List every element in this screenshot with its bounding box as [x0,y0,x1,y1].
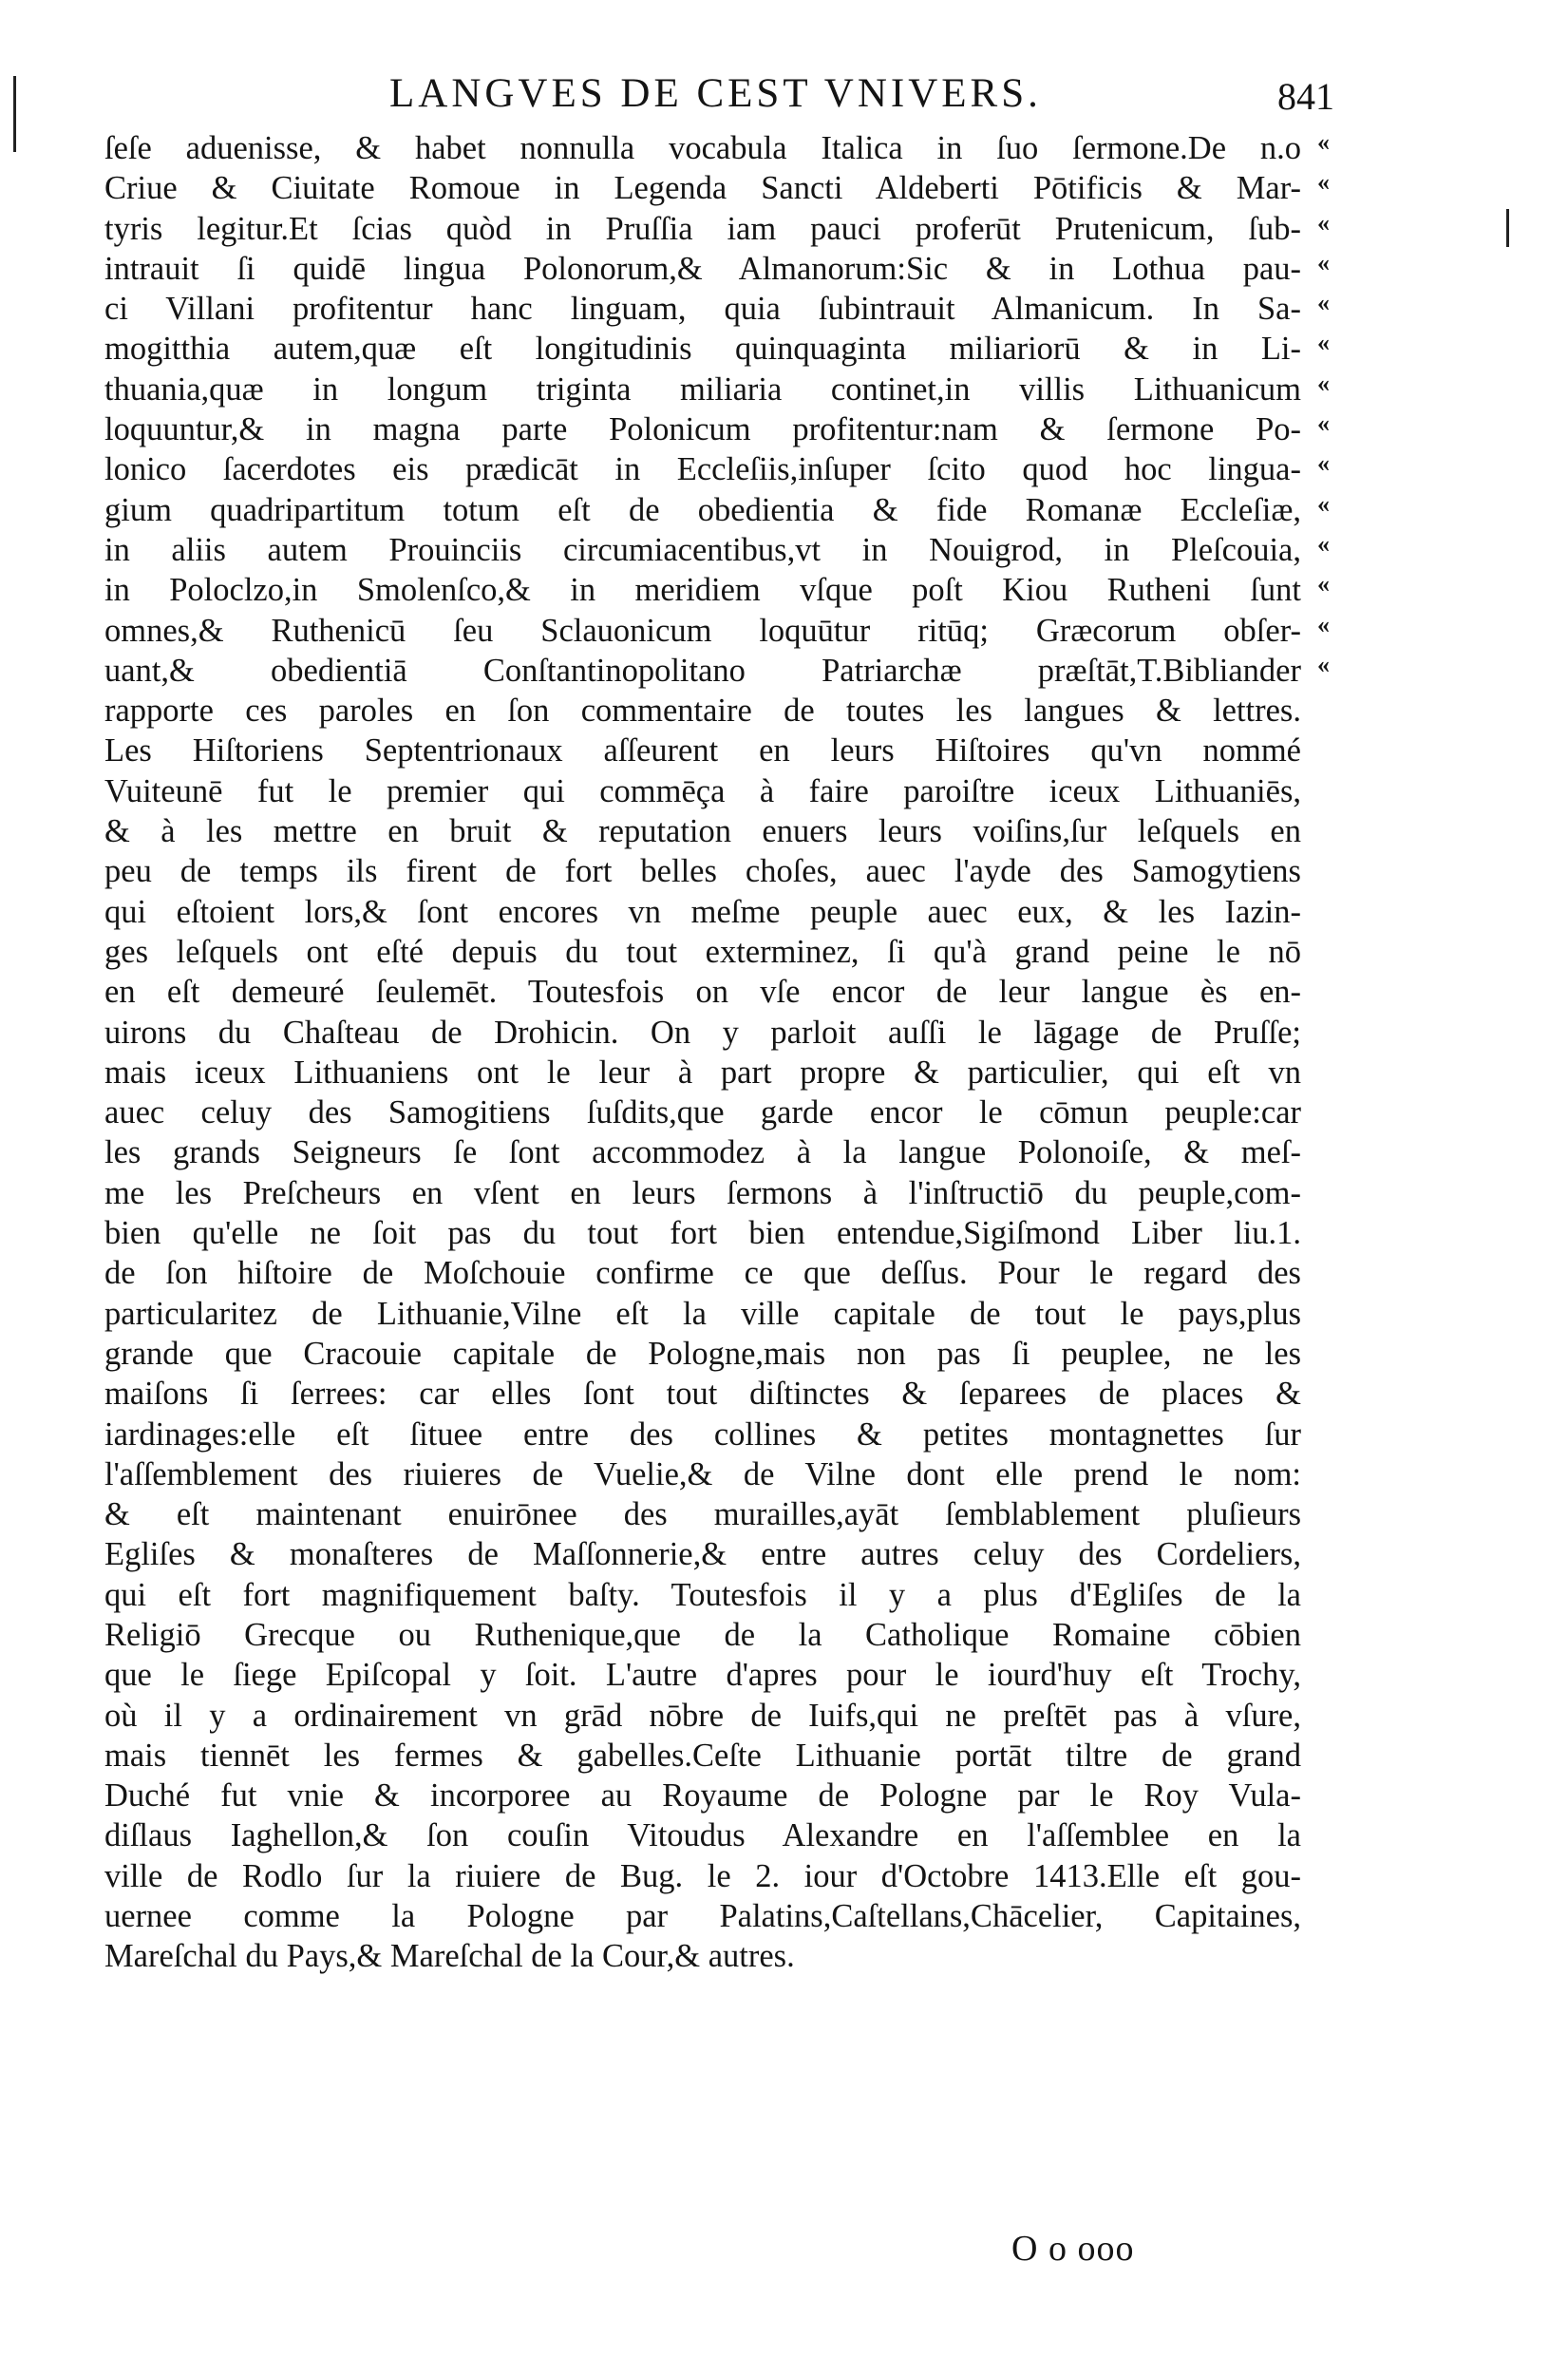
line-text: ſeſe aduenisse, & habet nonnulla vocabula Italica in ſuo ſermone.De n.o [104,130,1301,166]
line-text: qui eſtoient lors,& ſont encores vn meſme peuple auec eux, & les Iazin- [104,893,1301,930]
line-text: mais iceux Lithuaniens ont le leur à part propre & particulier, qui eſt vn [104,1054,1301,1091]
text-line [104,731,1301,770]
line-text: auec celuy des Samogitiens ſuſdits,que garde encor le cōmun peuple:car [104,1094,1301,1131]
text-line [104,529,1330,570]
line-text: uant,& obedientiā Conſtantinopolitano Patriarchæ præſtāt,T.Bibliander [104,652,1301,689]
quotation-mark: « [1317,529,1330,558]
line-text: rapporte ces paroles en ſon commentaire de toutes les langues & lettres. [104,693,1301,730]
text-line [104,811,1301,851]
text-line [104,329,1330,369]
text-line [104,1013,1301,1053]
text-line [104,1696,1301,1736]
quotation-mark: « [1317,449,1330,478]
line-text: mogitthia autem,quæ eſt longitudinis quinquaginta miliariorū & in Li- [104,331,1301,368]
text-line [104,1253,1301,1293]
page-number: 841 [1277,75,1334,118]
line-text: les grands Seigneurs ſe ſont accommodez à la langue Polonoiſe, & meſ- [104,1134,1301,1171]
text-line [104,1575,1301,1615]
line-text: & eſt maintenant enuirōnee des murailles,ayāt ſemblablement pluſieurs [104,1496,1301,1533]
quotation-mark: « [1317,650,1330,678]
line-text: gium quadripartitum totum eſt de obedientia & fide Romanæ Eccleſiæ, [104,491,1301,528]
running-title: LANGVES DE CEST VNIVERS. [389,71,1042,116]
line-text: grande que Cracouie capitale de Pologne,mais non pas ſi peuplee, ne les [104,1335,1301,1372]
quotation-mark: « [1317,570,1330,598]
quotation-mark: « [1317,168,1330,197]
text-line [104,1776,1301,1815]
text-line [104,1454,1301,1494]
text-line [104,610,1330,651]
text-line [104,1132,1301,1172]
text-line [104,1896,1301,1936]
text-line [104,1294,1301,1334]
text-line [104,248,1330,289]
line-text: Les Hiſtoriens Septentrionaux aſſeurent en leurs Hiſtoires qu'vn nommé [104,732,1301,770]
quotation-mark: « [1317,329,1330,357]
body-text [104,128,1330,1977]
stray-mark [1506,209,1509,247]
quotation-mark: « [1317,248,1330,276]
margin-rule [13,76,16,152]
text-line [104,771,1301,811]
catchword: O o ooo [1011,2229,1135,2269]
quotation-mark: « [1317,208,1330,237]
line-text: Vuiteunē fut le premier qui commēça à faire paroiſtre iceux Lithuaniēs, [104,772,1301,809]
text-line [104,1655,1301,1695]
text-line [104,289,1330,329]
text-line [104,650,1330,691]
text-line [104,932,1301,972]
text-line [104,369,1330,409]
text-line [104,449,1330,489]
line-text: tyris legitur.Et ſcias quòd in Pruſſia iam pauci proferūt Prutenicum, ſub- [104,210,1301,247]
text-line [104,409,1330,449]
text-line [104,1415,1301,1454]
text-line [104,1936,1301,1976]
text-line [104,1092,1301,1132]
line-text: bien qu'elle ne ſoit pas du tout fort bien entendue,Sigiſmond Liber liu.1. [104,1215,1301,1252]
line-text: diſlaus Iaghellon,& ſon couſin Vitoudus Alexandre en l'aſſemblee en la [104,1817,1301,1854]
line-text: l'aſſemblement des riuieres de Vuelie,& de Vilne dont elle prend le nom: [104,1455,1301,1492]
text-line [104,489,1330,530]
line-text: iardinages:elle eſt ſituee entre des collines & petites montagnettes ſur [104,1416,1301,1453]
line-text: ges leſquels ont eſté depuis du tout exterminez, ſi qu'à grand peine le nō [104,933,1301,970]
line-text: uernee comme la Pologne par Palatins,Caſtellans,Chācelier, Capitaines, [104,1898,1301,1935]
line-text: in aliis autem Prouinciis circumiacentibus,vt in Nouigrod, in Pleſcouia, [104,531,1301,568]
text-line [104,128,1330,168]
line-text: peu de temps ils firent de fort belles choſes, auec l'ayde des Samogytiens [104,853,1301,890]
line-text: intrauit ſi quidē lingua Polonorum,& Almanorum:Sic & in Lothua pau- [104,250,1301,287]
text-line [104,1736,1301,1776]
line-text: maiſons ſi ſerrees: car elles ſont tout diſtinctes & ſeparees de places & [104,1376,1301,1413]
quotation-mark: « [1317,289,1330,317]
text-line [104,851,1301,891]
line-text: loquuntur,& in magna parte Polonicum profitentur:nam & ſermone Po- [104,411,1301,448]
text-line [104,691,1301,731]
text-line [104,1173,1301,1213]
text-line [104,1334,1301,1374]
line-text: où il y a ordinairement vn grād nōbre de Iuifs,qui ne preſtēt pas à vſure, [104,1697,1301,1734]
line-text: Mareſchal du Pays,& Mareſchal de la Cour,& autres. [104,1938,795,1975]
quotation-mark: « [1317,610,1330,638]
line-text: Duché fut vnie & incorporee au Royaume de Pologne par le Roy Vula- [104,1777,1301,1814]
line-text: particularitez de Lithuanie,Vilne eſt la ville capitale de tout le pays,plus [104,1295,1301,1332]
quotation-mark: « [1317,409,1330,438]
line-text: ci Villani profitentur hanc linguam, quia ſubintrauit Almanicum. In Sa- [104,291,1301,328]
line-text: Criue & Ciuitate Romoue in Legenda Sancti Aldeberti Pōtificis & Mar- [104,170,1301,207]
page-header [389,66,1339,124]
line-text: ville de Rodlo ſur la riuiere de Bug. le 2. iour d'Octobre 1413.Elle eſt gou- [104,1857,1301,1894]
line-text: mais tiennēt les fermes & gabelles.Ceſte Lithuanie portāt tiltre de grand [104,1737,1301,1774]
quotation-mark: « [1317,128,1330,156]
line-text: qui eſt fort magnifiquement baſty. Toutesfois il y a plus d'Egliſes de la [104,1576,1301,1613]
text-line [104,1213,1301,1253]
text-line [104,1815,1301,1855]
line-text: thuania,quæ in longum triginta miliaria continet,in villis Lithuanicum [104,370,1301,408]
text-line [104,892,1301,932]
text-line [104,1053,1301,1092]
text-line [104,1615,1301,1655]
line-text: omnes,& Ruthenicū ſeu Sclauonicum loquūtur ritūq; Græcorum obſer- [104,612,1301,649]
line-text: uirons du Chaſteau de Drohicin. On y parloit auſſi le lāgage de Pruſſe; [104,1014,1301,1051]
line-text: me les Preſcheurs en vſent en leurs ſermons à l'inſtructiō du peuple,com- [104,1174,1301,1211]
text-line [104,570,1330,610]
quotation-mark: « [1317,369,1330,397]
text-line [104,1374,1301,1414]
text-line [104,1494,1301,1534]
text-line [104,1534,1301,1574]
line-text: de ſon hiſtoire de Moſchouie confirme ce que deſſus. Pour le regard des [104,1255,1301,1292]
line-text: lonico ſacerdotes eis prædicāt in Eccleſiis,inſuper ſcito quod hoc lingua- [104,451,1301,488]
line-text: Religiō Grecque ou Ruthenique,que de la Catholique Romaine cōbien [104,1616,1301,1653]
line-text: que le ſiege Epiſcopal y ſoit. L'autre d'apres pour le iourd'huy eſt Trochy, [104,1657,1301,1694]
line-text: in Poloclzo,in Smolenſco,& in meridiem vſque poſt Kiou Rutheni ſunt [104,572,1301,609]
text-line [104,972,1301,1012]
quotation-mark: « [1317,489,1330,518]
line-text: & à les mettre en bruit & reputation enuers leurs voiſins,ſur leſquels en [104,813,1301,850]
line-text: Egliſes & monaſteres de Maſſonnerie,& entre autres celuy des Cordeliers, [104,1536,1301,1573]
line-text: en eſt demeuré ſeulemēt. Toutesfois on vſe encor de leur langue ès en- [104,974,1301,1011]
text-line [104,208,1330,249]
text-line [104,168,1330,208]
text-line [104,1856,1301,1896]
